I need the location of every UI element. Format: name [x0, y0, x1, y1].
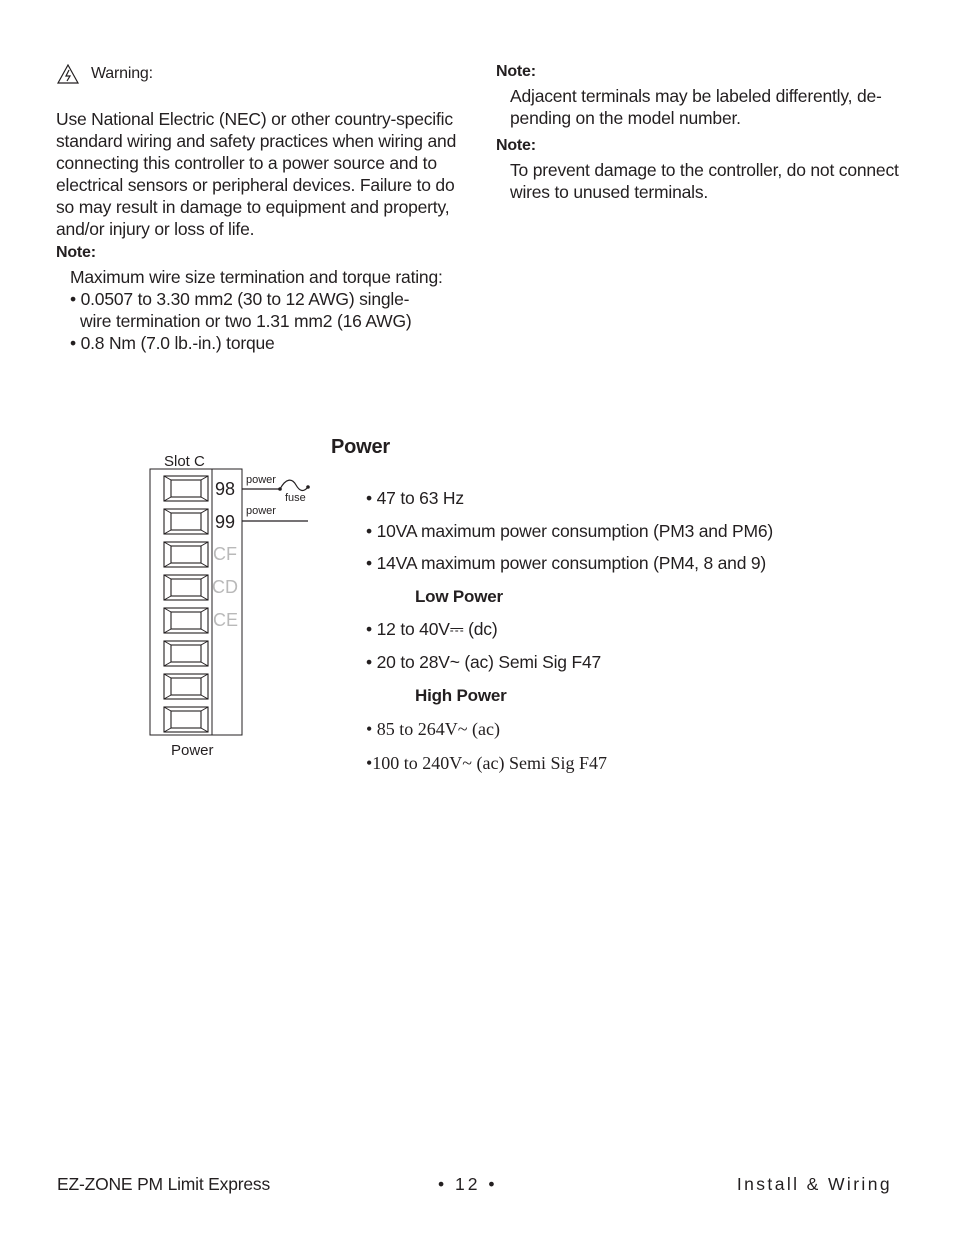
terminal-screw-edge: [164, 707, 171, 711]
terminal-screw-inner-1: [171, 480, 201, 497]
warning-line: electrical sensors or peripheral devices. Failure to do: [56, 175, 455, 195]
note-body: [510, 159, 910, 203]
terminal-screw-edge: [201, 509, 208, 513]
note-bullet: • 0.0507 to 3.30 mm2 (30 to 12 AWG) single-: [70, 289, 410, 309]
terminal-screw-inner-5: [171, 612, 201, 629]
terminal-screw-inner-7: [171, 678, 201, 695]
terminal-screw-edge: [201, 662, 208, 666]
terminal-screw-edge: [164, 629, 171, 633]
terminal-screw-edge: [201, 596, 208, 600]
note-bullet-continued: wire termination or two 1.31 mm2 (16 AWG): [80, 311, 412, 331]
terminal-screw-edge: [164, 641, 171, 645]
terminal-label-ce: CE: [213, 610, 239, 630]
slot-label: Slot C: [164, 453, 205, 470]
terminal-screw-edge: [164, 575, 171, 579]
terminal-screw-edge: [201, 695, 208, 699]
note-body: [510, 85, 910, 129]
terminal-screw-edge: [164, 674, 171, 678]
terminal-screw-edge: [201, 530, 208, 534]
note-title: Note:: [496, 137, 536, 154]
warning-line: Use National Electric (NEC) or other country-specific: [56, 109, 453, 129]
terminal-screw-edge: [164, 542, 171, 546]
note-title: Note:: [56, 244, 96, 261]
terminal-wiring-diagram: [140, 440, 330, 770]
power-spec: • 10VA maximum power consumption (PM3 and PM6): [366, 521, 774, 541]
terminal-screw-edge: [164, 662, 171, 666]
terminal-label-cf: CF: [213, 544, 237, 564]
note-intro: Maximum wire size termination and torque rating:: [70, 267, 443, 287]
high-power-heading: High Power: [415, 686, 507, 705]
terminal-screw-edge: [164, 476, 171, 480]
diagram-bottom-label: Power: [171, 742, 214, 759]
terminal-screw-edge: [201, 476, 208, 480]
terminal-screw-edge: [201, 629, 208, 633]
terminal-screws: [164, 476, 208, 732]
terminal-screw-edge: [164, 530, 171, 534]
terminal-screw-edge: [201, 674, 208, 678]
warning-label: Warning:: [91, 65, 153, 82]
warning-heading: [57, 64, 153, 84]
warning-triangle-icon: [57, 64, 79, 84]
terminal-screw-edge: [201, 608, 208, 612]
power-spec: • 14VA maximum power consumption (PM4, 8 and 9): [366, 553, 767, 573]
note-bullet: • 0.8 Nm (7.0 lb.-in.) torque: [70, 333, 275, 353]
high-power-spec: •100 to 240V~ (ac) Semi Sig F47: [366, 753, 608, 773]
wire-label-power-bottom: power: [246, 505, 276, 517]
terminal-screw-inner-3: [171, 546, 201, 563]
low-power-heading: Low Power: [415, 587, 503, 606]
warning-line: standard wiring and safety practices when wiring and: [56, 131, 457, 151]
terminal-screw-edge: [164, 608, 171, 612]
footer-section-title: Install & Wiring: [736, 1174, 892, 1194]
terminal-screw-edge: [164, 509, 171, 513]
footer-document-title: EZ-ZONE PM Limit Express: [57, 1174, 271, 1194]
terminal-label-98: 98: [215, 479, 236, 499]
note-body: [70, 266, 443, 354]
terminal-screw-inner-4: [171, 579, 201, 596]
terminal-screw-edge: [201, 707, 208, 711]
footer-page-number: • 12 •: [438, 1174, 498, 1194]
note-title: Note:: [496, 63, 536, 80]
terminal-screw-edge: [164, 728, 171, 732]
warning-text: [56, 108, 456, 240]
terminal-screw-edge: [164, 596, 171, 600]
warning-line: connecting this controller to a power source and to: [56, 153, 437, 173]
warning-line: so may result in damage to equipment and property,: [56, 197, 450, 217]
note-line: wires to unused terminals.: [510, 182, 709, 202]
note-line: To prevent damage to the controller, do not connect: [510, 160, 899, 180]
terminal-screw-edge: [164, 563, 171, 567]
terminal-screw-inner-2: [171, 513, 201, 530]
low-power-spec: • 12 to 40V⎓ (dc): [366, 619, 498, 639]
note-line: pending on the model number.: [510, 108, 741, 128]
terminal-label-99: 99: [215, 512, 236, 532]
power-spec: • 47 to 63 Hz: [366, 488, 464, 508]
terminal-screw-edge: [201, 575, 208, 579]
terminal-screw-edge: [164, 497, 171, 501]
wire-label-power-top: power: [246, 474, 276, 486]
fuse-terminal-dot: [306, 485, 310, 489]
note-line: Adjacent terminals may be labeled differently, de-: [510, 86, 882, 106]
power-heading: Power: [331, 436, 391, 458]
terminal-screw-edge: [201, 542, 208, 546]
high-power-spec: • 85 to 264V~ (ac): [366, 719, 501, 739]
fuse-terminal-dot: [278, 487, 282, 491]
terminal-screw-inner-8: [171, 711, 201, 728]
terminal-screw-edge: [201, 563, 208, 567]
terminal-screw-edge: [201, 497, 208, 501]
fuse-label: fuse: [285, 492, 306, 504]
low-power-spec: • 20 to 28V~ (ac) Semi Sig F47: [366, 652, 602, 672]
warning-line: and/or injury or loss of life.: [56, 219, 255, 239]
terminal-screw-edge: [201, 728, 208, 732]
terminal-screw-edge: [201, 641, 208, 645]
terminal-label-cd: CD: [212, 577, 238, 597]
terminal-screw-edge: [164, 695, 171, 699]
terminal-screw-inner-6: [171, 645, 201, 662]
